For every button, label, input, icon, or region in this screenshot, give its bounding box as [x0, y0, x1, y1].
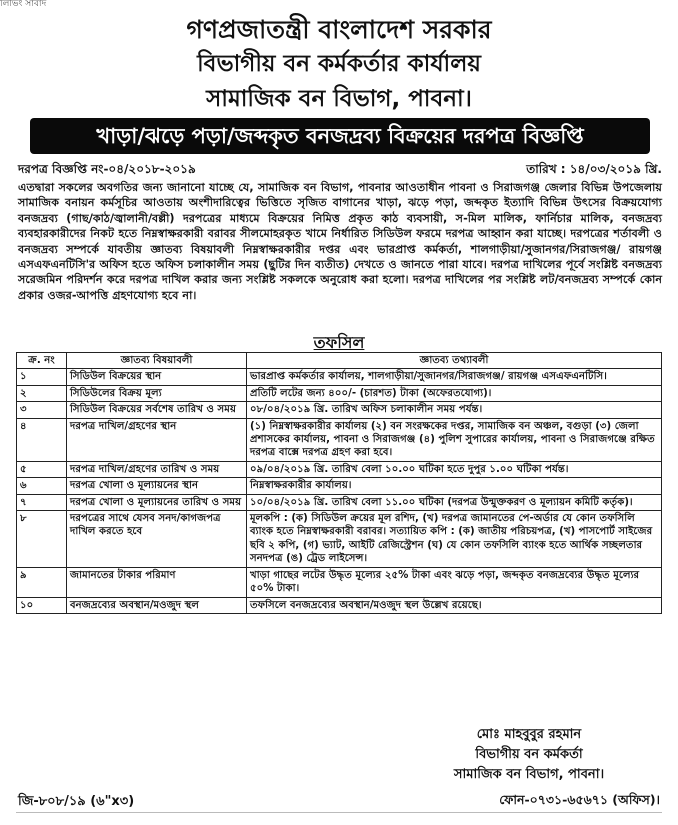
row-subject: সিডিউল বিক্রয়ের স্থান [67, 369, 247, 385]
row-subject: জামানতের টাকার পরিমাণ [67, 567, 247, 597]
row-serial: ৬ [17, 478, 67, 494]
division-heading: সামাজিক বন বিভাগ, পাবনা। [206, 86, 472, 112]
row-info: ০৮/০৪/২০১৯ খ্রি. তারিখ অফিস চলাকালীন সময় পর্যন্ত। [247, 402, 662, 418]
row-subject: সিডিউল বিক্রয়ের সর্বশেষ তারিখ ও সময় [67, 402, 247, 418]
row-serial: ৫ [17, 461, 67, 477]
row-subject: দরপত্র দাখিল/গ্রহণের স্থান [67, 418, 247, 461]
row-subject: সিডিউলের বিক্রয় মূল্য [67, 385, 247, 401]
row-serial: ৭ [17, 494, 67, 510]
table-row [17, 597, 662, 613]
row-subject: দরপত্র দাখিল/গ্রহণের তারিখ ও সময় [67, 461, 247, 477]
row-info: মূলকপি : (ক) সিডিউল ক্রয়ের মূল রশিদ, (খ) দরপত্র জামানতের পে-অর্ডার যে কোন তফসিলি ব্যাংক হতে নিম্নস্বাক্ষরকারী বরাবর। সত্যায়িত কপি : (ক) জাতীয় পরিচয়পত্র, (খ) পাসপোর্ট সাইজের ছবি ২ কপি, (গ) ভ্যাট, আইটি রেজিস্ট্রেশন (ঘ) যে কোন তফসিলি ব্যাংক হতে আর্থিক সচ্ছলতার সনদপত্র (ঙ) ট্রেড লাইসেন্স। [247, 511, 662, 568]
row-serial: ৯ [17, 567, 67, 597]
table-row [17, 461, 662, 477]
row-info: নিম্নস্বাক্ষরকারীর কার্যালয়। [247, 478, 662, 494]
table-row [17, 369, 662, 385]
table-row [17, 511, 662, 568]
table-row [17, 494, 662, 510]
table-row [17, 567, 662, 597]
header-serial: ক্র. নং [17, 353, 67, 369]
intro-paragraph: এতদ্বারা সকলের অবগতির জন্য জানানো যাচ্ছে যে, সামাজিক বন বিভাগ, পাবনার আওতাধীন পাবনা ও সিরাজগঞ্জ জেলার বিভিন্ন উপজেলায় সামাজিক বনায়ন কর্মসূচির আওতায় অংশীদারিত্বের ভিত্তিতে সৃজিত বাগানের খাড়া, ঝড়ে পড়া, জব্দকৃত ইত্যাদি বিভিন্ন উৎসের বিক্রয়যোগ্য বনজদ্রব্য (গাছ/কাঠ/জ্বালানী/বল্লী) দরপত্রের মাধ্যমে বিক্রয়ের নিমিত্ত প্রকৃত কাঠ ব্যবসায়ী, স-মিল মালিক, ফার্নিচার মালিক, বনজদ্রব্য ব্যবহারকারীদের নিকট হতে নিম্নস্বাক্ষরকারী বরাবর সীলমোহরকৃত খামে নির্ধারিত সিডিউল ফরমে দরপত্র আহ্বান করা যাচ্ছে। দরপত্রের শর্তাবলী ও বনজদ্রব্য সম্পর্কে যাবতীয় জ্ঞাতব্য বিষয়াবলী নিম্নস্বাক্ষরকারীর দপ্তর এবং ভারপ্রাপ্ত কর্মকর্তা, শালগাড়ীয়া/সুজানগর/সিরাজগঞ্জ/ রায়গঞ্জ এসএফএনটিসি'র অফিস হতে অফিস চলাকালীন সময় (ছুটির দিন ব্যতীত) দেখতে ও জানতে পারা যাবে। দরপত্র দাখিলের পূর্বে সংশ্লিষ্ট বনজদ্রব্য সরেজমিন পরিদর্শন করে দরপত্র দাখিল করার জন্য সংশ্লিষ্ট সকলকে অনুরোধ করা হলো। দরপত্র দাখিলের পর সংশ্লিষ্ট লট/বনজদ্রব্য সম্পর্কে কোন প্রকার ওজর-আপত্তি গ্রহণযোগ্য হবে না। [18, 181, 662, 302]
publication-code: জি-৮০৮/১৯ (৬"x৩) [18, 794, 135, 809]
signatory-office: সামাজিক বন বিভাগ, পাবনা। [453, 767, 605, 782]
government-heading: গণপ্রজাতন্ত্রী বাংলাদেশ সরকার [186, 15, 492, 44]
signature-block [400, 725, 658, 785]
row-info: ভারপ্রাপ্ত কর্মকর্তার কার্যালয়, শালগাড়ীয়া/সুজানগর/সিরাজগঞ্জ/ রায়গঞ্জ এসএফএনটিসি। [247, 369, 662, 385]
row-subject: দরপত্র খোলা ও মূল্যায়নের তারিখ ও সময় [67, 494, 247, 510]
reference-number: দরপত্র বিজ্ঞপ্তি নং-০৪/২০১৮-২০১৯ [18, 162, 196, 176]
row-info: ১০/০৪/২০১৯ খ্রি. তারিখ বেলা ১১.০০ ঘটিকা (দরপত্র উন্মুক্তকরণ ও মূল্যায়ন কমিটি কর্তৃক)। [247, 494, 662, 510]
row-subject: বনজদ্রব্যের অবস্থান/মওজুদ স্থল [67, 597, 247, 613]
row-serial: ২ [17, 385, 67, 401]
table-header-row [17, 353, 662, 369]
row-serial: ১০ [17, 597, 67, 613]
row-serial: ৮ [17, 511, 67, 568]
row-info: খাড়া গাছের লটের উদ্ধৃত মূল্যের ২৫% টাকা এবং ঝড়ে পড়া, জব্দকৃত বনজদ্রব্যের উদ্ধৃত মূল্যের ৫০% টাকা। [247, 567, 662, 597]
bottom-divider [16, 812, 662, 813]
signatory-designation: বিভাগীয় বন কর্মকর্তা [475, 747, 583, 762]
signatory-name: মোঃ মাহবুবুর রহমান [476, 727, 582, 742]
row-info: ০৯/০৪/২০১৯ খ্রি. তারিখ বেলা ১০.০০ ঘটিকা হতে দুপুর ১.০০ ঘটিকা পর্যন্ত। [247, 461, 662, 477]
row-info: তফসিলে বনজদ্রব্যের অবস্থান/মওজুদ স্থল উল্লেখ রয়েছে। [247, 597, 662, 613]
row-info: (১) নিম্নস্বাক্ষরকারীর কার্যালয় (২) বন সংরক্ষকের দপ্তর, সামাজিক বন অঞ্চল, বগুড়া (৩) জেলা প্রশাসকের কার্যালয়, পাবনা ও সিরাজগঞ্জ (৪) পুলিশ সুপারের কার্যালয়, পাবনা ও সিরাজগঞ্জে রক্ষিত দরপত্র বাক্সে দরপত্র গ্রহণ করা হবে। [247, 418, 662, 461]
table-row [17, 402, 662, 418]
schedule-heading: তফসিল [313, 333, 365, 352]
row-serial: ৪ [17, 418, 67, 461]
row-subject: দরপত্রের সাথে যেসব সনদ/কাগজপত্র দাখিল করতে হবে [67, 511, 247, 568]
row-subject: দরপত্র খোলা ও মূল্যায়নের স্থান [67, 478, 247, 494]
header-subject: জ্ঞাতব্য বিষয়াবলী [67, 353, 247, 369]
schedule-table [16, 352, 662, 614]
notice-title: খাড়া/ঝড়ে পড়া/জব্দকৃত বনজদ্রব্য বিক্রয়ের দরপত্র বিজ্ঞপ্তি [96, 124, 584, 148]
row-serial: ১ [17, 369, 67, 385]
row-info: প্রতিটি লটের জন্য ৪০০/- (চারশত) টাকা (অফেরতযোগ্য)। [247, 385, 662, 401]
table-row [17, 418, 662, 461]
row-serial: ৩ [17, 402, 67, 418]
notice-date: তারিখ : ১৪/০৩/২০১৯ খ্রি. [526, 162, 662, 176]
header-info: জ্ঞাতব্য তথ্যাবলী [247, 353, 662, 369]
corner-note: লিভিং সাবাদ [0, 0, 47, 9]
table-row [17, 478, 662, 494]
table-row [17, 385, 662, 401]
notice-title-banner [30, 118, 650, 154]
office-phone: ফোন-০৭৩১-৬৫৬৭১ (অফিস)। [499, 792, 660, 807]
office-heading: বিভাগীয় বন কর্মকর্তার কার্যালয় [197, 51, 481, 77]
